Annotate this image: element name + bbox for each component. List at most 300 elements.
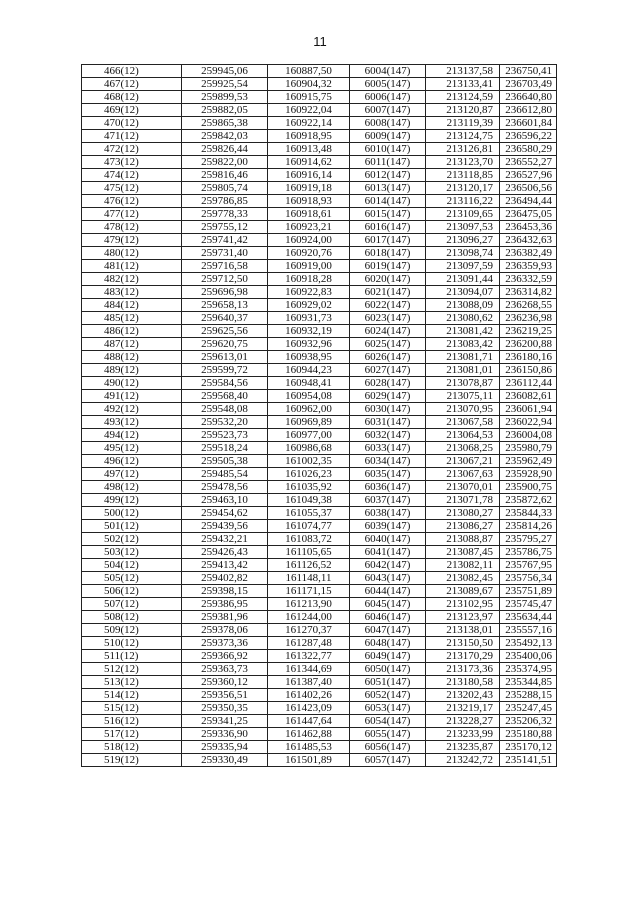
point-id-b-cell: 6057(147) — [350, 754, 426, 767]
point-id-a-cell: 502(12) — [82, 533, 182, 546]
coord-x-a-cell: 259925,54 — [182, 78, 268, 91]
table-row — [82, 260, 557, 273]
point-id-a-cell: 510(12) — [82, 637, 182, 650]
coord-x-a-cell: 259454,62 — [182, 507, 268, 520]
table-row — [82, 507, 557, 520]
point-id-b-cell: 6010(147) — [350, 143, 426, 156]
coord-x-b-cell: 213124,59 — [426, 91, 500, 104]
point-id-a-cell: 466(12) — [82, 65, 182, 78]
coord-y-a-cell: 160918,95 — [268, 130, 350, 143]
table-row — [82, 741, 557, 754]
table-row — [82, 624, 557, 637]
table-row — [82, 702, 557, 715]
point-id-b-cell: 6021(147) — [350, 286, 426, 299]
coord-y-b-cell: 236061,94 — [500, 403, 557, 416]
coord-x-a-cell: 259548,08 — [182, 403, 268, 416]
coord-y-a-cell: 160944,23 — [268, 364, 350, 377]
point-id-b-cell: 6029(147) — [350, 390, 426, 403]
table-row — [82, 364, 557, 377]
coord-y-b-cell: 235180,88 — [500, 728, 557, 741]
coord-y-b-cell: 235288,15 — [500, 689, 557, 702]
point-id-a-cell: 474(12) — [82, 169, 182, 182]
coord-y-a-cell: 161485,53 — [268, 741, 350, 754]
coord-x-b-cell: 213097,59 — [426, 260, 500, 273]
point-id-a-cell: 515(12) — [82, 702, 182, 715]
coord-y-a-cell: 160920,76 — [268, 247, 350, 260]
coord-y-a-cell: 161447,64 — [268, 715, 350, 728]
coord-x-b-cell: 213097,53 — [426, 221, 500, 234]
table-row — [82, 572, 557, 585]
point-id-b-cell: 6052(147) — [350, 689, 426, 702]
coord-x-b-cell: 213233,99 — [426, 728, 500, 741]
coord-y-b-cell: 236640,80 — [500, 91, 557, 104]
coord-y-a-cell: 160904,32 — [268, 78, 350, 91]
coord-y-a-cell: 160924,00 — [268, 234, 350, 247]
coord-y-b-cell: 236219,25 — [500, 325, 557, 338]
coord-x-b-cell: 213137,58 — [426, 65, 500, 78]
coord-y-b-cell: 236268,55 — [500, 299, 557, 312]
table-row — [82, 481, 557, 494]
coord-x-b-cell: 213070,95 — [426, 403, 500, 416]
coord-x-b-cell: 213067,63 — [426, 468, 500, 481]
coord-x-a-cell: 259532,20 — [182, 416, 268, 429]
coord-x-b-cell: 213170,29 — [426, 650, 500, 663]
coord-x-a-cell: 259523,73 — [182, 429, 268, 442]
table-row — [82, 676, 557, 689]
table-row — [82, 546, 557, 559]
coord-x-a-cell: 259478,56 — [182, 481, 268, 494]
point-id-a-cell: 501(12) — [82, 520, 182, 533]
coord-y-b-cell: 236314,82 — [500, 286, 557, 299]
point-id-a-cell: 473(12) — [82, 156, 182, 169]
coord-y-a-cell: 160986,68 — [268, 442, 350, 455]
point-id-a-cell: 492(12) — [82, 403, 182, 416]
coord-x-b-cell: 213102,95 — [426, 598, 500, 611]
point-id-b-cell: 6038(147) — [350, 507, 426, 520]
coord-x-a-cell: 259945,06 — [182, 65, 268, 78]
coord-x-b-cell: 213081,71 — [426, 351, 500, 364]
coord-x-a-cell: 259350,35 — [182, 702, 268, 715]
coord-y-b-cell: 236612,80 — [500, 104, 557, 117]
coord-y-b-cell: 236082,61 — [500, 390, 557, 403]
point-id-b-cell: 6037(147) — [350, 494, 426, 507]
coord-y-a-cell: 160977,00 — [268, 429, 350, 442]
coord-x-a-cell: 259335,94 — [182, 741, 268, 754]
coord-x-b-cell: 213123,97 — [426, 611, 500, 624]
coord-x-b-cell: 213219,17 — [426, 702, 500, 715]
table-row — [82, 286, 557, 299]
coord-y-a-cell: 160918,61 — [268, 208, 350, 221]
coord-x-a-cell: 259398,15 — [182, 585, 268, 598]
coord-x-b-cell: 213088,09 — [426, 299, 500, 312]
point-id-a-cell: 497(12) — [82, 468, 182, 481]
coord-y-b-cell: 236580,29 — [500, 143, 557, 156]
coord-y-b-cell: 235844,33 — [500, 507, 557, 520]
coord-x-b-cell: 213109,65 — [426, 208, 500, 221]
coord-y-a-cell: 161126,52 — [268, 559, 350, 572]
coord-y-b-cell: 236527,96 — [500, 169, 557, 182]
coord-x-b-cell: 213080,27 — [426, 507, 500, 520]
point-id-a-cell: 509(12) — [82, 624, 182, 637]
coord-x-b-cell: 213124,75 — [426, 130, 500, 143]
point-id-b-cell: 6054(147) — [350, 715, 426, 728]
point-id-a-cell: 511(12) — [82, 650, 182, 663]
point-id-b-cell: 6007(147) — [350, 104, 426, 117]
coord-y-a-cell: 161423,09 — [268, 702, 350, 715]
table-row — [82, 442, 557, 455]
coord-y-a-cell: 161074,77 — [268, 520, 350, 533]
coord-y-b-cell: 235400,06 — [500, 650, 557, 663]
coord-x-a-cell: 259426,43 — [182, 546, 268, 559]
point-id-b-cell: 6005(147) — [350, 78, 426, 91]
coord-x-a-cell: 259439,56 — [182, 520, 268, 533]
coord-y-a-cell: 161244,00 — [268, 611, 350, 624]
coord-y-a-cell: 161171,15 — [268, 585, 350, 598]
point-id-b-cell: 6030(147) — [350, 403, 426, 416]
point-id-b-cell: 6024(147) — [350, 325, 426, 338]
point-id-a-cell: 489(12) — [82, 364, 182, 377]
coord-x-b-cell: 213082,11 — [426, 559, 500, 572]
coord-y-b-cell: 236180,16 — [500, 351, 557, 364]
coord-x-a-cell: 259613,01 — [182, 351, 268, 364]
coord-x-b-cell: 213083,42 — [426, 338, 500, 351]
coord-x-a-cell: 259778,33 — [182, 208, 268, 221]
coord-y-a-cell: 160938,95 — [268, 351, 350, 364]
coordinates-table — [81, 64, 557, 767]
table-row — [82, 650, 557, 663]
point-id-a-cell: 490(12) — [82, 377, 182, 390]
coord-y-b-cell: 235756,34 — [500, 572, 557, 585]
point-id-b-cell: 6036(147) — [350, 481, 426, 494]
coord-y-b-cell: 235900,75 — [500, 481, 557, 494]
coord-x-a-cell: 259373,36 — [182, 637, 268, 650]
coord-y-b-cell: 235814,26 — [500, 520, 557, 533]
coord-y-b-cell: 235206,32 — [500, 715, 557, 728]
coord-y-b-cell: 235928,90 — [500, 468, 557, 481]
point-id-b-cell: 6040(147) — [350, 533, 426, 546]
coord-y-a-cell: 161148,11 — [268, 572, 350, 585]
point-id-a-cell: 471(12) — [82, 130, 182, 143]
coord-y-b-cell: 236703,49 — [500, 78, 557, 91]
coord-x-a-cell: 259865,38 — [182, 117, 268, 130]
point-id-b-cell: 6022(147) — [350, 299, 426, 312]
table-row — [82, 468, 557, 481]
point-id-a-cell: 513(12) — [82, 676, 182, 689]
table-row — [82, 559, 557, 572]
coord-y-a-cell: 161344,69 — [268, 663, 350, 676]
point-id-a-cell: 475(12) — [82, 182, 182, 195]
point-id-b-cell: 6025(147) — [350, 338, 426, 351]
table-row — [82, 637, 557, 650]
coord-x-b-cell: 213081,01 — [426, 364, 500, 377]
table-row — [82, 312, 557, 325]
table-row — [82, 689, 557, 702]
coord-y-b-cell: 236552,27 — [500, 156, 557, 169]
coord-x-a-cell: 259822,00 — [182, 156, 268, 169]
point-id-a-cell: 470(12) — [82, 117, 182, 130]
page-number: 11 — [313, 34, 327, 49]
point-id-b-cell: 6006(147) — [350, 91, 426, 104]
point-id-b-cell: 6049(147) — [350, 650, 426, 663]
coord-y-a-cell: 160969,89 — [268, 416, 350, 429]
coord-y-a-cell: 160918,93 — [268, 195, 350, 208]
coord-x-b-cell: 213133,41 — [426, 78, 500, 91]
coord-x-a-cell: 259842,03 — [182, 130, 268, 143]
point-id-b-cell: 6033(147) — [350, 442, 426, 455]
point-id-a-cell: 499(12) — [82, 494, 182, 507]
table-row — [82, 234, 557, 247]
coord-y-b-cell: 235344,85 — [500, 676, 557, 689]
coord-y-b-cell: 235141,51 — [500, 754, 557, 767]
coord-x-a-cell: 259826,44 — [182, 143, 268, 156]
coord-x-a-cell: 259363,73 — [182, 663, 268, 676]
point-id-a-cell: 487(12) — [82, 338, 182, 351]
coord-y-b-cell: 235786,75 — [500, 546, 557, 559]
point-id-a-cell: 485(12) — [82, 312, 182, 325]
table-row — [82, 182, 557, 195]
coord-x-b-cell: 213138,01 — [426, 624, 500, 637]
point-id-b-cell: 6020(147) — [350, 273, 426, 286]
coord-x-b-cell: 213086,27 — [426, 520, 500, 533]
coord-x-b-cell: 213088,87 — [426, 533, 500, 546]
table-row — [82, 65, 557, 78]
point-id-b-cell: 6013(147) — [350, 182, 426, 195]
point-id-a-cell: 514(12) — [82, 689, 182, 702]
coord-x-a-cell: 259658,13 — [182, 299, 268, 312]
coord-x-b-cell: 213173,36 — [426, 663, 500, 676]
coord-x-b-cell: 213180,58 — [426, 676, 500, 689]
coord-x-a-cell: 259378,06 — [182, 624, 268, 637]
coord-y-a-cell: 160915,75 — [268, 91, 350, 104]
coord-y-a-cell: 161055,37 — [268, 507, 350, 520]
coord-x-b-cell: 213242,72 — [426, 754, 500, 767]
point-id-b-cell: 6016(147) — [350, 221, 426, 234]
coord-x-a-cell: 259899,53 — [182, 91, 268, 104]
point-id-b-cell: 6056(147) — [350, 741, 426, 754]
coord-y-a-cell: 160922,14 — [268, 117, 350, 130]
coord-y-b-cell: 236453,36 — [500, 221, 557, 234]
coord-x-a-cell: 259360,12 — [182, 676, 268, 689]
coord-y-b-cell: 235751,89 — [500, 585, 557, 598]
point-id-a-cell: 469(12) — [82, 104, 182, 117]
point-id-b-cell: 6014(147) — [350, 195, 426, 208]
point-id-a-cell: 484(12) — [82, 299, 182, 312]
coord-y-b-cell: 236150,86 — [500, 364, 557, 377]
table-row — [82, 520, 557, 533]
coord-y-a-cell: 160918,28 — [268, 273, 350, 286]
coord-x-a-cell: 259805,74 — [182, 182, 268, 195]
coord-x-b-cell: 213070,01 — [426, 481, 500, 494]
table-row — [82, 117, 557, 130]
coord-x-b-cell: 213202,43 — [426, 689, 500, 702]
point-id-a-cell: 512(12) — [82, 663, 182, 676]
coord-y-b-cell: 236506,56 — [500, 182, 557, 195]
point-id-b-cell: 6053(147) — [350, 702, 426, 715]
table-row — [82, 754, 557, 767]
coord-y-a-cell: 161462,88 — [268, 728, 350, 741]
table-row — [82, 663, 557, 676]
coord-y-a-cell: 160932,19 — [268, 325, 350, 338]
coord-x-b-cell: 213067,58 — [426, 416, 500, 429]
coord-x-a-cell: 259716,58 — [182, 260, 268, 273]
coord-x-a-cell: 259816,46 — [182, 169, 268, 182]
coord-x-b-cell: 213123,70 — [426, 156, 500, 169]
coord-y-a-cell: 161402,26 — [268, 689, 350, 702]
coord-x-a-cell: 259485,54 — [182, 468, 268, 481]
table-row — [82, 247, 557, 260]
table-row — [82, 299, 557, 312]
coord-y-a-cell: 160914,62 — [268, 156, 350, 169]
point-id-b-cell: 6045(147) — [350, 598, 426, 611]
point-id-a-cell: 477(12) — [82, 208, 182, 221]
coord-x-a-cell: 259381,96 — [182, 611, 268, 624]
coord-y-b-cell: 235795,27 — [500, 533, 557, 546]
coord-y-b-cell: 236200,88 — [500, 338, 557, 351]
coord-y-a-cell: 161083,72 — [268, 533, 350, 546]
point-id-b-cell: 6017(147) — [350, 234, 426, 247]
coord-y-a-cell: 160948,41 — [268, 377, 350, 390]
point-id-b-cell: 6028(147) — [350, 377, 426, 390]
coord-y-a-cell: 161387,40 — [268, 676, 350, 689]
coord-y-a-cell: 161270,37 — [268, 624, 350, 637]
point-id-b-cell: 6048(147) — [350, 637, 426, 650]
coord-x-a-cell: 259336,90 — [182, 728, 268, 741]
coord-x-a-cell: 259432,21 — [182, 533, 268, 546]
point-id-a-cell: 483(12) — [82, 286, 182, 299]
coord-y-b-cell: 236236,98 — [500, 312, 557, 325]
coord-x-a-cell: 259518,24 — [182, 442, 268, 455]
coord-x-b-cell: 213116,22 — [426, 195, 500, 208]
point-id-a-cell: 503(12) — [82, 546, 182, 559]
table-row — [82, 598, 557, 611]
coord-x-b-cell: 213098,74 — [426, 247, 500, 260]
coord-y-a-cell: 160929,02 — [268, 299, 350, 312]
coord-y-a-cell: 160954,08 — [268, 390, 350, 403]
coord-x-b-cell: 213064,53 — [426, 429, 500, 442]
point-id-a-cell: 472(12) — [82, 143, 182, 156]
coord-y-a-cell: 160932,96 — [268, 338, 350, 351]
coord-x-b-cell: 213068,25 — [426, 442, 500, 455]
point-id-a-cell: 493(12) — [82, 416, 182, 429]
point-id-b-cell: 6004(147) — [350, 65, 426, 78]
point-id-b-cell: 6012(147) — [350, 169, 426, 182]
point-id-b-cell: 6018(147) — [350, 247, 426, 260]
coord-x-a-cell: 259786,85 — [182, 195, 268, 208]
point-id-b-cell: 6019(147) — [350, 260, 426, 273]
coord-y-a-cell: 161035,92 — [268, 481, 350, 494]
point-id-a-cell: 506(12) — [82, 585, 182, 598]
point-id-a-cell: 517(12) — [82, 728, 182, 741]
coord-y-b-cell: 235557,16 — [500, 624, 557, 637]
coord-x-a-cell: 259413,42 — [182, 559, 268, 572]
point-id-a-cell: 495(12) — [82, 442, 182, 455]
coord-y-b-cell: 236475,05 — [500, 208, 557, 221]
coord-x-b-cell: 213075,11 — [426, 390, 500, 403]
point-id-b-cell: 6041(147) — [350, 546, 426, 559]
table-row — [82, 169, 557, 182]
coord-x-a-cell: 259356,51 — [182, 689, 268, 702]
coord-y-b-cell: 236332,59 — [500, 273, 557, 286]
coord-y-b-cell: 235247,45 — [500, 702, 557, 715]
coord-x-b-cell: 213118,85 — [426, 169, 500, 182]
coord-y-b-cell: 236596,22 — [500, 130, 557, 143]
point-id-b-cell: 6008(147) — [350, 117, 426, 130]
coord-y-a-cell: 160962,00 — [268, 403, 350, 416]
coord-y-b-cell: 236432,63 — [500, 234, 557, 247]
table-row — [82, 585, 557, 598]
point-id-b-cell: 6031(147) — [350, 416, 426, 429]
table-row — [82, 455, 557, 468]
point-id-b-cell: 6023(147) — [350, 312, 426, 325]
coord-x-a-cell: 259620,75 — [182, 338, 268, 351]
coord-x-a-cell: 259463,10 — [182, 494, 268, 507]
point-id-a-cell: 498(12) — [82, 481, 182, 494]
coord-x-b-cell: 213120,17 — [426, 182, 500, 195]
point-id-b-cell: 6034(147) — [350, 455, 426, 468]
point-id-b-cell: 6047(147) — [350, 624, 426, 637]
coord-x-a-cell: 259505,38 — [182, 455, 268, 468]
coord-x-b-cell: 213150,50 — [426, 637, 500, 650]
point-id-a-cell: 480(12) — [82, 247, 182, 260]
coord-x-b-cell: 213096,27 — [426, 234, 500, 247]
coord-y-b-cell: 235980,79 — [500, 442, 557, 455]
coord-y-a-cell: 160931,73 — [268, 312, 350, 325]
coord-y-a-cell: 161213,90 — [268, 598, 350, 611]
coord-y-b-cell: 235170,12 — [500, 741, 557, 754]
coord-x-a-cell: 259402,82 — [182, 572, 268, 585]
point-id-a-cell: 494(12) — [82, 429, 182, 442]
point-id-a-cell: 500(12) — [82, 507, 182, 520]
table-row — [82, 130, 557, 143]
table-row — [82, 494, 557, 507]
coord-x-b-cell: 213078,87 — [426, 377, 500, 390]
coord-x-b-cell: 213081,42 — [426, 325, 500, 338]
point-id-a-cell: 467(12) — [82, 78, 182, 91]
point-id-b-cell: 6039(147) — [350, 520, 426, 533]
coord-y-b-cell: 236382,49 — [500, 247, 557, 260]
coord-x-a-cell: 259584,56 — [182, 377, 268, 390]
coord-y-a-cell: 160916,14 — [268, 169, 350, 182]
coord-y-b-cell: 236601,84 — [500, 117, 557, 130]
point-id-a-cell: 488(12) — [82, 351, 182, 364]
table-row — [82, 273, 557, 286]
point-id-a-cell: 496(12) — [82, 455, 182, 468]
coord-x-b-cell: 213091,44 — [426, 273, 500, 286]
coord-y-a-cell: 161026,23 — [268, 468, 350, 481]
coord-x-b-cell: 213235,87 — [426, 741, 500, 754]
point-id-a-cell: 476(12) — [82, 195, 182, 208]
table-row — [82, 221, 557, 234]
coord-y-b-cell: 235745,47 — [500, 598, 557, 611]
table-row — [82, 338, 557, 351]
table-row — [82, 104, 557, 117]
point-id-a-cell: 516(12) — [82, 715, 182, 728]
coord-x-a-cell: 259330,49 — [182, 754, 268, 767]
coord-x-b-cell: 213067,21 — [426, 455, 500, 468]
coord-x-a-cell: 259386,95 — [182, 598, 268, 611]
point-id-a-cell: 486(12) — [82, 325, 182, 338]
table-row — [82, 403, 557, 416]
coord-y-a-cell: 160919,00 — [268, 260, 350, 273]
table-row — [82, 208, 557, 221]
table-row — [82, 715, 557, 728]
point-id-b-cell: 6011(147) — [350, 156, 426, 169]
point-id-b-cell: 6046(147) — [350, 611, 426, 624]
point-id-a-cell: 504(12) — [82, 559, 182, 572]
point-id-b-cell: 6015(147) — [350, 208, 426, 221]
point-id-b-cell: 6026(147) — [350, 351, 426, 364]
coord-x-b-cell: 213228,27 — [426, 715, 500, 728]
